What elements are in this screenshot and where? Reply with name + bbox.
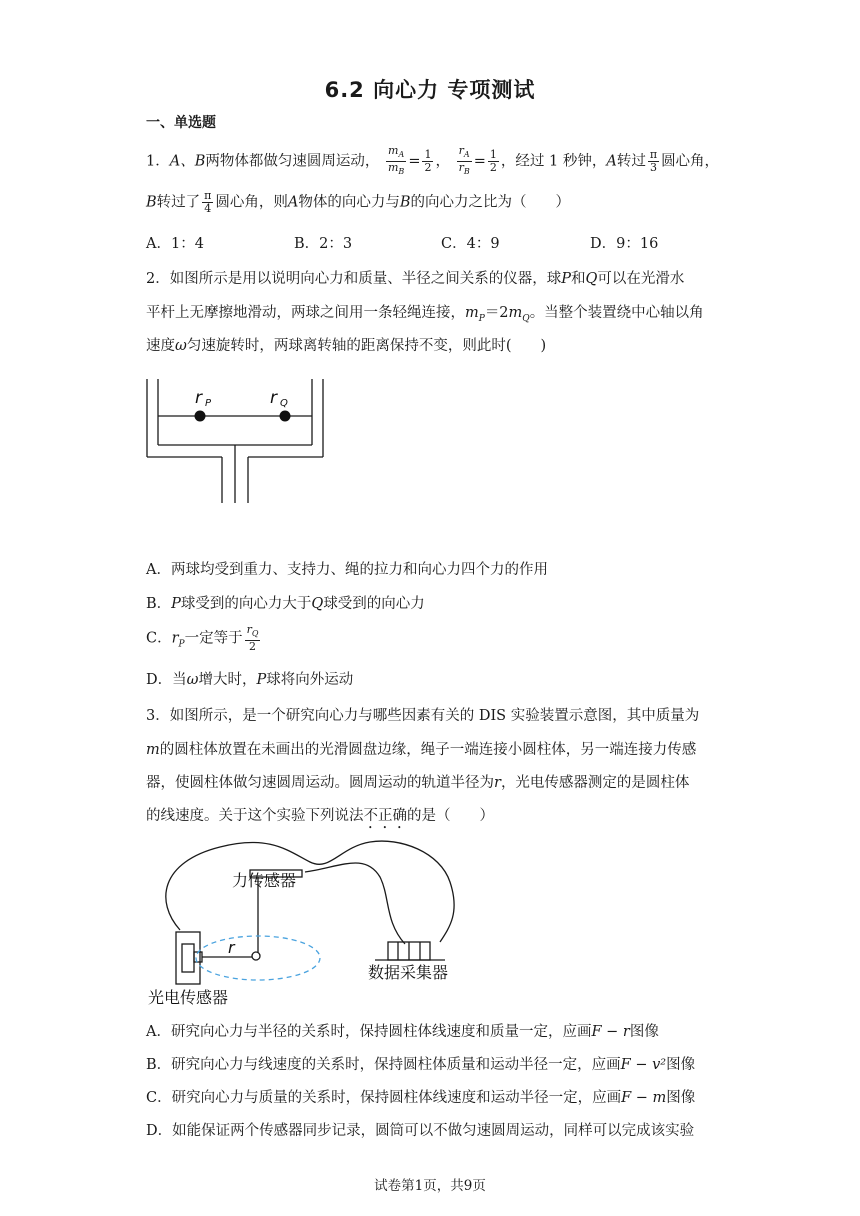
- q3-line-1: 3．如图所示，是一个研究向心力与哪些因素有关的 DIS 实验装置示意图，其中质量为: [146, 708, 700, 724]
- q2-option-d: D．当ω增大时，P球将向外运动: [146, 672, 354, 688]
- q3-figure-dis-apparatus: [140, 832, 490, 1012]
- q3-option-c: C．研究向心力与质量的关系时，保持圆柱体线速度和运动半径一定，应画F − m图像: [146, 1090, 696, 1106]
- q2-line-1: 2．如图所示是用以说明向心力和质量、半径之间关系的仪器，球P和Q可以在光滑水: [146, 271, 685, 287]
- q1-option-a: A．1：4: [146, 236, 204, 252]
- label-rq: r: [270, 388, 277, 408]
- cylinder: [252, 952, 260, 960]
- label-force-sensor: 力传感器: [232, 871, 297, 890]
- q2-option-c: C．$r_P$一定等于 $\frac{r_Q}{2}$: [146, 623, 259, 654]
- q2-line-3: 速度ω匀速旋转时，两球离转轴的距离保持不变，则此时( ): [146, 338, 547, 354]
- q1-line-1: 1．A、B两物体都做匀速圆周运动， $\frac{m_A}{m_B}$ = $\frac{1}{2}$ ， $\frac{r_A}{r_B}$ = $\frac{1}{2}$ ，经过 1 秒钟，A转过 $\frac{\pi}{3}$ 圆心角，: [146, 144, 720, 177]
- q2-figure-rotating-apparatus: [145, 375, 330, 505]
- label-rp-sub: P: [205, 398, 212, 409]
- ball-q: [280, 411, 291, 422]
- ball-p: [195, 411, 206, 422]
- q1-radius-ratio: $\frac{r_A}{r_B}$: [458, 144, 470, 177]
- q1-option-c: C．4：9: [441, 236, 500, 252]
- q1-option-b: B．2：3: [294, 236, 353, 252]
- q2-line-2: 平杆上无摩擦地滑动，两球之间用一条轻绳连接，$m_P=2m_Q$。当整个装置绕中心轴以角: [146, 305, 704, 324]
- q2-option-b: B．P球受到的向心力大于Q球受到的向心力: [146, 596, 425, 612]
- label-rp: r: [195, 388, 202, 408]
- emphasis-not-correct: 不正确: [363, 808, 407, 824]
- q1-line-2: B转过了 $\frac{\pi}{4}$ 圆心角，则A物体的向心力与B的向心力之比为（ ）: [146, 189, 571, 215]
- label-data-collector: 数据采集器: [368, 963, 449, 982]
- q3-option-b: B．研究向心力与线速度的关系时，保持圆柱体质量和运动半径一定，应画F − v²图像: [146, 1057, 696, 1073]
- q1-option-d: D．9：16: [590, 236, 659, 252]
- q1-mass-ratio: $\frac{m_A}{m_B}$: [387, 144, 405, 177]
- q3-line-4: 的线速度。关于这个实验下列说法不正确的是（ ）: [146, 808, 494, 824]
- page-footer: 试卷第1页，共9页: [374, 1178, 486, 1194]
- q3-option-d: D．如能保证两个传感器同步记录，圆筒可以不做匀速圆周运动，同样可以完成该实验: [146, 1123, 695, 1139]
- q3-line-3: 器，使圆柱体做匀速圆周运动。圆周运动的轨道半径为r，光电传感器测定的是圆柱体: [146, 775, 690, 791]
- page-title: 6.2 向心力 专项测试: [324, 78, 536, 102]
- q3-line-2: m的圆柱体放置在未画出的光滑圆盘边缘，绳子一端连接小圆柱体，另一端连接力传感: [146, 742, 697, 758]
- label-rq-sub: Q: [280, 398, 288, 409]
- label-radius-r: r: [228, 938, 235, 957]
- q3-option-a: A．研究向心力与半径的关系时，保持圆柱体线速度和质量一定，应画F − r图像: [146, 1024, 659, 1040]
- q2-option-a: A．两球均受到重力、支持力、绳的拉力和向心力四个力的作用: [146, 562, 548, 578]
- label-photo-sensor: 光电传感器: [148, 988, 229, 1007]
- section-heading: 一、单选题: [146, 115, 216, 131]
